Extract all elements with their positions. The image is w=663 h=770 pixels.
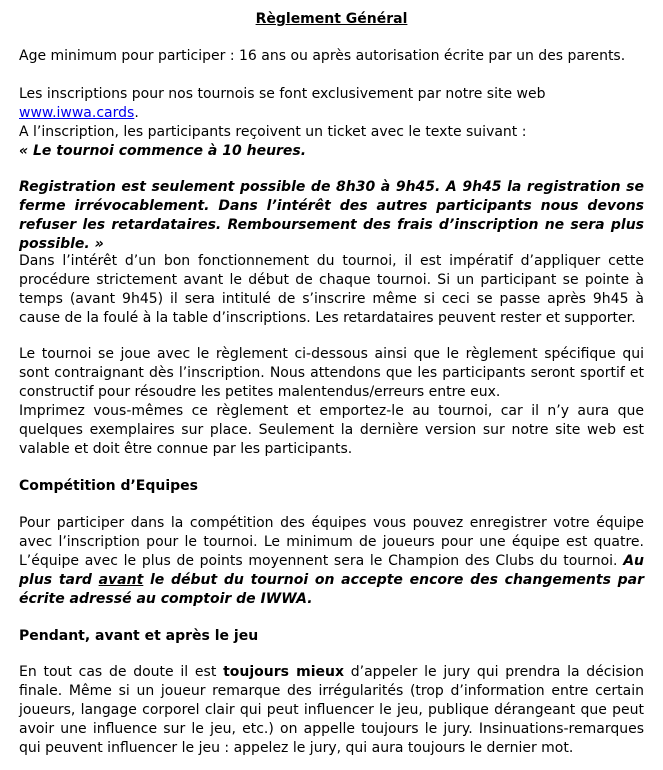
rules-paragraph-2: Imprimez vous-mêmes ce règlement et emportez-le au tournoi, car il n’y aura que quelques exemplaires sur place. Seulement la dernière version sur notre site web est valable et doit être connue par les participants. xyxy=(19,403,644,457)
page-title: Règlement Général xyxy=(255,11,408,27)
teams-deadline: Au plus tard xyxy=(19,553,644,588)
teams-paragraph xyxy=(19,514,644,609)
age-requirement: Age minimum pour participer : 16 ans ou après autorisation écrite par un des parents. xyxy=(19,48,626,64)
inscriptions-period: . xyxy=(134,105,139,121)
during-text-1: En tout cas de doute il est xyxy=(19,664,224,680)
website-link[interactable]: www.iwwa.cards xyxy=(19,105,135,121)
teams-deadline-rest: le début du tournoi on accepte encore des changements par écrite adressé au comptoir de IWWA. xyxy=(19,572,644,607)
during-text-2: d’appeler le jury qui prendra la décision finale. Même si un joueur remarque des irrégularités (trop d’information entre certain joueurs, langage corporel clair qui peut influencer le jeu, publique dérangeant que peut avoir une influence sur le jeu, etc.) on appelle toujours le jury. Insinuations-remarques qui peuvent influencer le jeu : appelez le jury, qui aura toujours le dernier mot. xyxy=(19,664,644,756)
during-emphasis: toujours mieux xyxy=(223,664,345,680)
teams-text: Pour participer dans la compétition des équipes vous pouvez enregistrer votre équipe avec l’inscription pour le tournoi. Le minimum de joueurs pour une équipe est quatre. L’équipe avec le plus de points moyennent sera le Champion des Clubs du tournoi. xyxy=(19,515,644,569)
procedure-paragraph: Dans l’intérêt d’un bon fonctionnement du tournoi, il est impératif d’appliquer cette procédure strictement avant le début de chaque tournoi. Si un participant se pointe à temps (avant 9h45) il sera intitulé de s’inscrire même si ceci se passe après 9h45 à cause de la foulé à la table d’inscriptions. Les retardataires peuvent rester et supporter. xyxy=(19,253,644,326)
ticket-registration: Registration est seulement possible de 8h30 à 9h45. A 9h45 la registration se ferme irrévocablement. Dans l’intérêt des autres participants nous devons refuser les retardataires. Remboursement des frais d’inscription ne sera plus possible. » xyxy=(19,179,644,252)
teams-deadline-avant: avant xyxy=(98,572,144,588)
ticket-line1: « Le tournoi commence à 10 heures. xyxy=(19,143,307,159)
inscriptions-text: Les inscriptions pour nos tournois se font exclusivement par notre site web xyxy=(19,86,546,102)
inscriptions-ticket-text: A l’inscription, les participants reçoivent un ticket avec le texte suivant : xyxy=(19,124,527,140)
inscriptions-paragraph xyxy=(19,85,644,142)
during-heading: Pendant, avant et après le jeu xyxy=(19,628,259,644)
rules-paragraph-1: Le tournoi se joue avec le règlement ci-dessous ainsi que le règlement spécifique qui sont contraignant dès l’inscription. Nous attendons que les participants seront sportif et constructif pour résoudre les petites malentendus/erreurs entre eux. xyxy=(19,346,644,400)
teams-heading: Compétition d’Equipes xyxy=(19,478,198,494)
during-paragraph xyxy=(19,663,644,758)
